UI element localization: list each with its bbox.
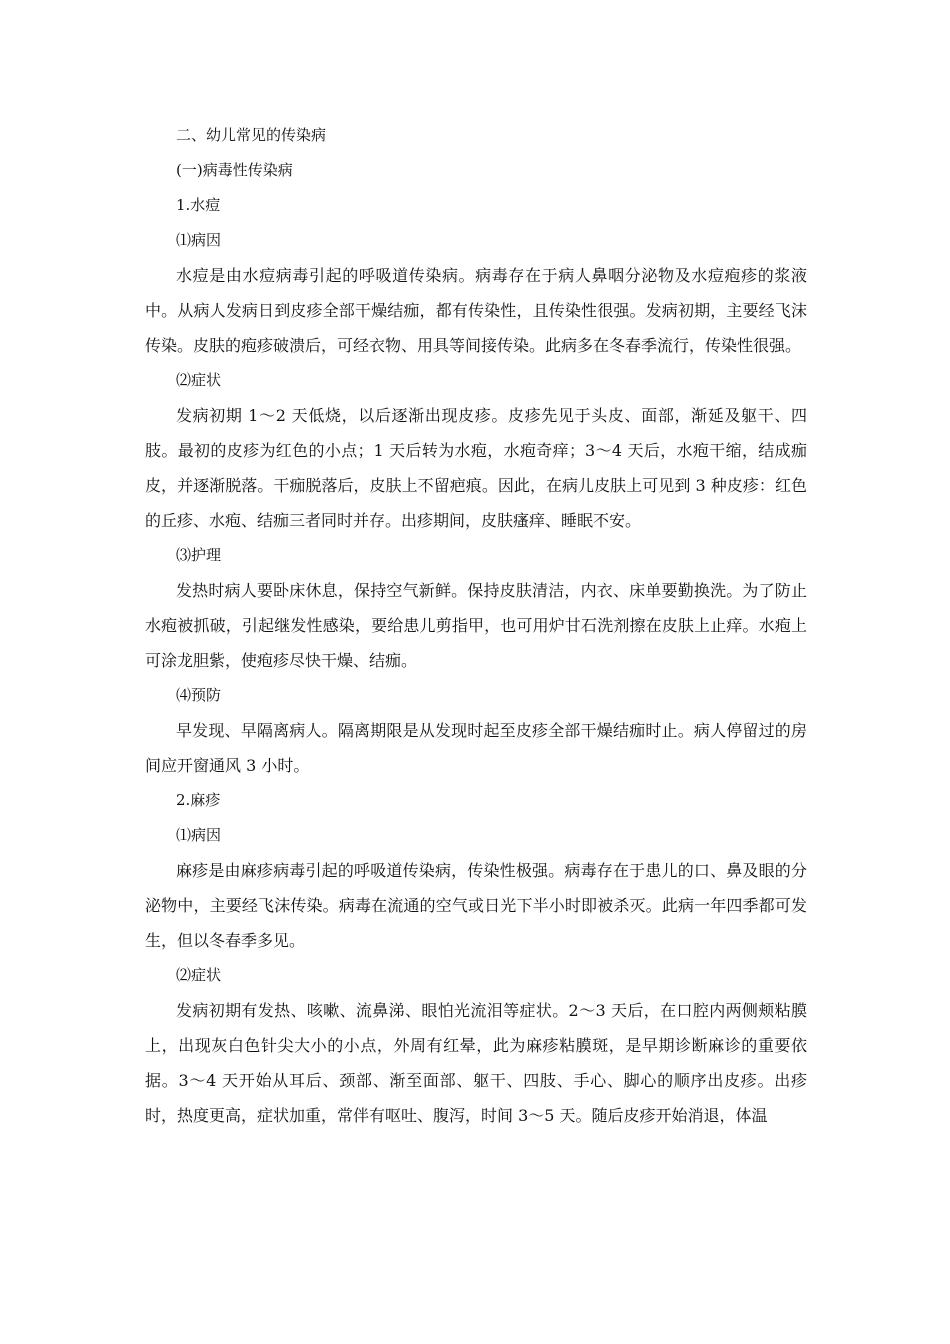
- item-heading: ⑷预防: [176, 686, 222, 704]
- body-paragraph: 麻疹是由麻疹病毒引起的呼吸道传染病，传染性极强。病毒存在于患儿的口、鼻及眼的分泌物中，主要经飞沫传染。病毒在流通的空气或日光下半小时即被杀灭。此病一年四季都可发生，但以冬春季多见。: [145, 861, 807, 950]
- item-heading: ⑵症状: [176, 371, 222, 389]
- body-paragraph: 发病初期有发热、咳嗽、流鼻涕、眼怕光流泪等症状。2～3 天后，在口腔内两侧颊粘膜上，出现灰白色针尖大小的小点，外周有红晕，此为麻疹粘膜斑，是早期诊断麻诊的重要依据。3～4 天开始从耳后、颈部、渐至面部、躯干、四肢、手心、脚心的顺序出皮疹。出疹时，热度更高，症状加重，常伴有呕吐、腹泻，时间 3～5 天。随后皮疹开始消退，体温: [145, 1001, 807, 1125]
- body-paragraph: 发热时病人要卧床休息，保持空气新鲜。保持皮肤清洁，内衣、床单要勤换洗。为了防止水疱被抓破，引起继发性感染，要给患儿剪指甲，也可用炉甘石洗剂擦在皮肤上止痒。水疱上可涂龙胆紫，使疱疹尽快干燥、结痂。: [145, 581, 807, 670]
- body-paragraph: 早发现、早隔离病人。隔离期限是从发现时起至皮疹全部干燥结痂时止。病人停留过的房间应开窗通风 3 小时。: [145, 721, 807, 775]
- disease-title: 1.水痘: [176, 196, 221, 214]
- body-paragraph: 水痘是由水痘病毒引起的呼吸道传染病。病毒存在于病人鼻咽分泌物及水痘疱疹的浆液中。从病人发病日到皮疹全部干燥结痂，都有传染性，且传染性很强。发病初期，主要经飞沫传染。皮肤的疱疹破溃后，可经衣物、用具等间接传染。此病多在冬春季流行，传染性很强。: [145, 266, 807, 355]
- disease-title: 2.麻疹: [176, 791, 221, 809]
- subsection-heading: (一)病毒性传染病: [176, 161, 293, 179]
- document-body: [145, 118, 807, 1133]
- item-heading: ⑶护理: [176, 546, 222, 564]
- item-heading: ⑴病因: [176, 231, 222, 249]
- item-heading: ⑵症状: [176, 966, 222, 984]
- item-heading: ⑴病因: [176, 826, 222, 844]
- body-paragraph: 发病初期 1～2 天低烧，以后逐渐出现皮疹。皮疹先见于头皮、面部，渐延及躯干、四肢。最初的皮疹为红色的小点；1 天后转为水疱，水疱奇痒；3～4 天后，水疱干缩，结成痂皮，并逐渐脱落。干痂脱落后，皮肤上不留疤痕。因此，在病儿皮肤上可见到 3 种皮疹：红色的丘疹、水疱、结痂三者同时并存。出疹期间，皮肤瘙痒、睡眠不安。: [145, 406, 807, 530]
- section-heading: 二、幼儿常见的传染病: [176, 126, 327, 144]
